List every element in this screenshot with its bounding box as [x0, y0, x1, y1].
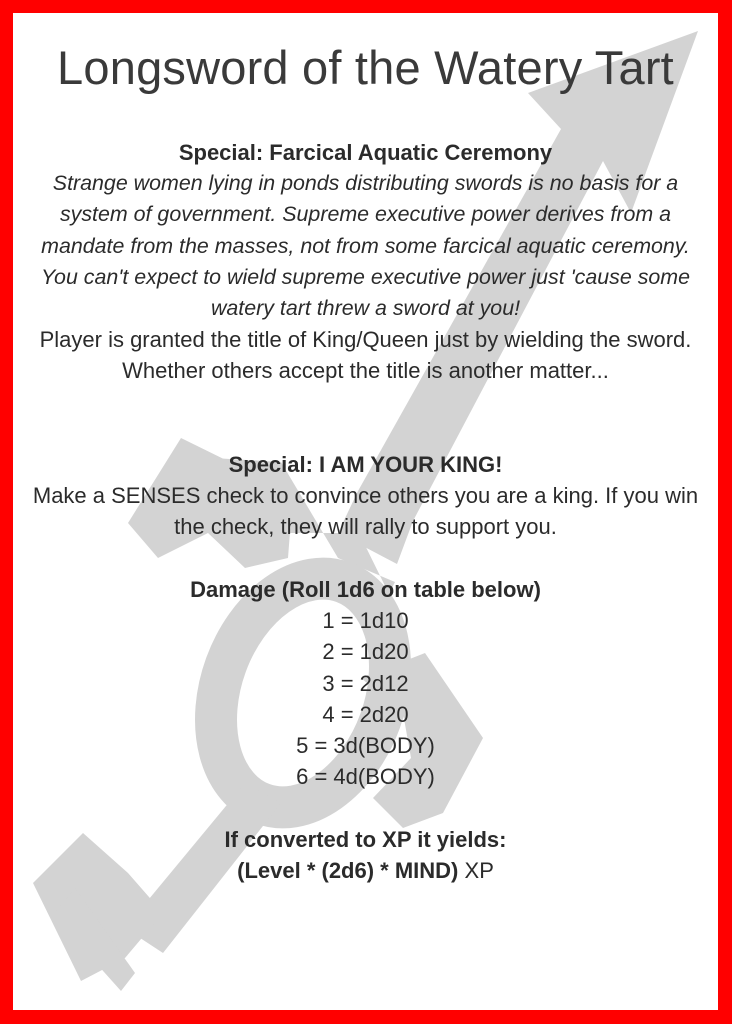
damage-heading: Damage (Roll 1d6 on table below)	[190, 577, 541, 602]
damage-section	[21, 574, 710, 792]
special-ceremony-flavor: Strange women lying in ponds distributing swords is no basis for a system of government. Supreme executive power derives from a mandate from the masses, not from some farcical aquatic ceremony. You can't expect to wield supreme executive power just 'cause some watery tart threw a sword at you!	[40, 171, 691, 321]
special-ceremony-section	[21, 137, 710, 387]
xp-unit: XP	[464, 858, 494, 884]
special-ceremony-description: Player is granted the title of King/Queen just by wielding the sword. Whether others accept the title is another matter...	[39, 327, 692, 384]
special-king-heading: Special: I AM YOUR KING!	[228, 452, 503, 477]
special-king-section	[21, 449, 710, 543]
damage-roll-row: 5 = 3d(BODY)	[296, 733, 435, 759]
damage-roll-row: 6 = 4d(BODY)	[296, 764, 435, 790]
damage-roll-row: 1 = 1d10	[322, 608, 409, 634]
xp-heading: If converted to XP it yields:	[224, 827, 507, 852]
damage-roll-row: 2 = 1d20	[322, 639, 409, 665]
damage-roll-row: 4 = 2d20	[322, 701, 409, 727]
xp-formula: (Level * (2d6) * MIND)	[237, 858, 459, 884]
item-card	[13, 13, 718, 1010]
xp-line	[21, 855, 710, 886]
special-ceremony-heading: Special: Farcical Aquatic Ceremony	[178, 140, 553, 165]
special-king-description: Make a SENSES check to convince others you are a king. If you win the check, they will rally to support you.	[32, 483, 699, 540]
damage-roll-row: 3 = 2d12	[322, 670, 409, 696]
card-title: Longsword of the Watery Tart	[57, 41, 674, 94]
xp-section	[21, 824, 710, 886]
